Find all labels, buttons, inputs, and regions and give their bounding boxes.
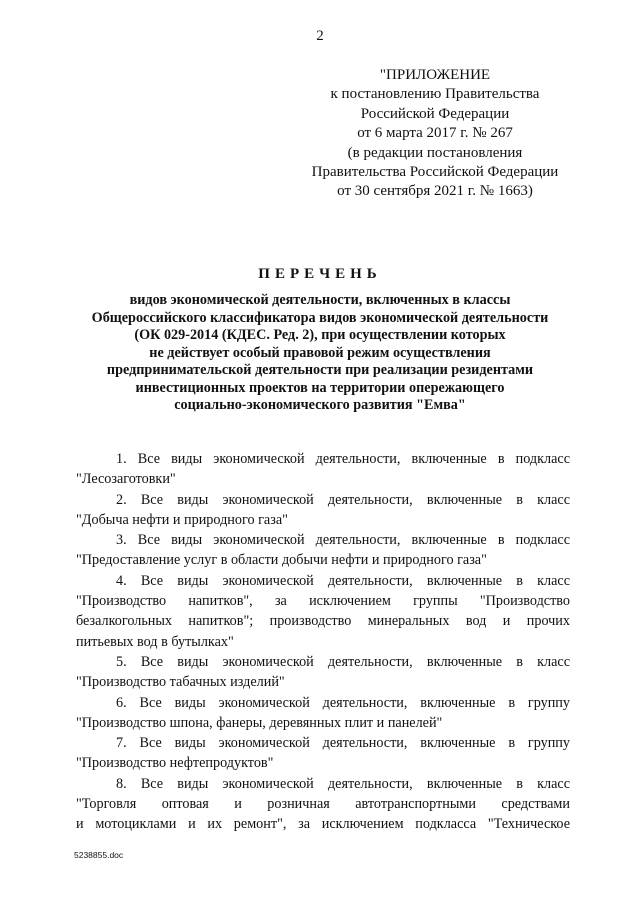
list-item [76, 693, 570, 734]
appendix-line: Российской Федерации [360, 105, 510, 122]
list-item [76, 571, 570, 652]
document-title: ПЕРЕЧЕНЬ [258, 266, 382, 282]
subtitle-line: (ОК 029-2014 (КДЕС. Ред. 2), при осуществлении которых [134, 327, 506, 343]
item-text: "Производство напитков", за исключением группы "Производство [76, 593, 570, 610]
item-text: 5. Все виды экономической деятельности, включенные в класс [116, 653, 570, 670]
document-subtitle [60, 292, 580, 415]
subtitle-line: предпринимательской деятельности при реализации резидентами [106, 362, 534, 378]
subtitle-line: социально-экономического развития "Емва" [174, 397, 466, 413]
subtitle-line: инвестиционных проектов на территории опережающего [135, 379, 505, 396]
item-text: "Добыча нефти и природного газа" [76, 511, 288, 528]
item-text: "Производство шпона, фанеры, деревянных плит и панелей" [76, 714, 443, 731]
appendix-header [300, 66, 570, 202]
item-text: 2. Все виды экономической деятельности, включенные в класс [116, 491, 570, 508]
item-text: 7. Все виды экономической деятельности, включенные в группу [116, 735, 570, 752]
item-text: "Лесозаготовки" [76, 471, 176, 488]
appendix-line: (в редакции постановления [347, 144, 523, 161]
list-item [76, 449, 570, 490]
list-item [76, 490, 570, 531]
item-text: 6. Все виды экономической деятельности, включенные в группу [116, 694, 570, 711]
item-text: "Торговля оптовая и розничная автотранспортными средствами [76, 796, 570, 813]
item-text: безалкогольных напитков"; производство минеральных вод и прочих [76, 613, 570, 630]
item-text: 1. Все виды экономической деятельности, включенные в подкласс [116, 451, 570, 467]
item-text: "Производство нефтепродуктов" [76, 755, 274, 772]
list-item [76, 530, 570, 571]
subtitle-line: видов экономической деятельности, включенных в классы [129, 292, 511, 308]
list-item [76, 652, 570, 693]
item-text: питьевых вод в бутылках" [76, 633, 234, 650]
page-number: 2 [316, 28, 324, 44]
file-reference: 5238855.doc [74, 850, 124, 860]
item-text: "Производство табачных изделий" [76, 674, 285, 691]
appendix-line: от 30 сентября 2021 г. № 1663) [337, 183, 533, 200]
appendix-line: "ПРИЛОЖЕНИЕ [379, 67, 491, 83]
item-text: и мотоциклами и их ремонт", за исключением подкласса "Техническое [76, 816, 570, 833]
appendix-line: к постановлению Правительства [330, 86, 540, 103]
list-item [76, 774, 570, 835]
list-item [76, 733, 570, 774]
subtitle-line: Общероссийского классификатора видов экономической деятельности [91, 309, 549, 326]
item-text: "Предоставление услуг в области добычи нефти и природного газа" [76, 552, 487, 569]
subtitle-line: не действует особый правовой режим осуществления [149, 344, 491, 361]
appendix-line: Правительства Российской Федерации [311, 164, 559, 181]
item-text: 4. Все виды экономической деятельности, включенные в класс [116, 572, 570, 589]
item-text: 8. Все виды экономической деятельности, включенные в класс [116, 775, 570, 792]
appendix-line: от 6 марта 2017 г. № 267 [357, 125, 513, 142]
items-list [76, 449, 570, 835]
item-text: 3. Все виды экономической деятельности, включенные в подкласс [116, 532, 570, 549]
